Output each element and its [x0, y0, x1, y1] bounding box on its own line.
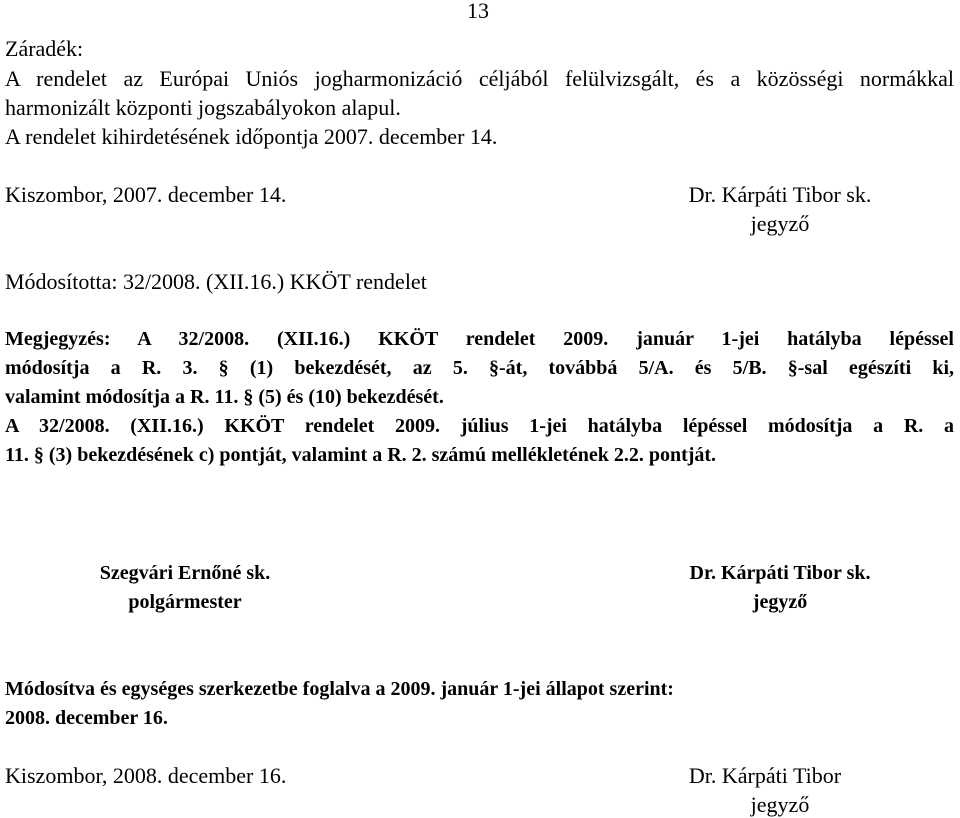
note-line-4: A 32/2008. (XII.16.) KKÖT rendelet 2009. július 1-jei hatályba lépéssel módosítja a R. a	[5, 415, 954, 437]
signature3-role: jegyző	[750, 792, 810, 817]
clause-line-3: A rendelet kihirdetésének időpontja 2007. december 14.	[5, 124, 498, 149]
consolidated-line-2: 2008. december 16.	[5, 707, 168, 729]
amended-by: Módosította: 32/2008. (XII.16.) KKÖT rendelet	[5, 269, 427, 294]
mayor-role: polgármester	[128, 591, 242, 613]
signature1-role: jegyző	[750, 211, 810, 236]
note-line-2: módosítja a R. 3. § (1) bekezdését, az 5. §-át, továbbá 5/A. és 5/B. §-sal egészíti ki,	[5, 357, 954, 379]
signature1-name: Dr. Kárpáti Tibor sk.	[688, 182, 872, 207]
page-number: 13	[467, 0, 489, 23]
note-line-1: Megjegyzés: A 32/2008. (XII.16.) KKÖT rendelet 2009. január 1-jei hatályba lépéssel	[5, 328, 954, 350]
clause-heading: Záradék:	[5, 36, 84, 61]
notary-role: jegyző	[752, 591, 808, 613]
signature1-place-date: Kiszombor, 2007. december 14.	[5, 182, 287, 207]
consolidated-line-1: Módosítva és egységes szerkezetbe foglalva a 2009. január 1-jei állapot szerint:	[5, 678, 674, 700]
clause-line-2: harmonizált központi jogszabályokon alapul.	[5, 95, 401, 120]
note-line-5: 11. § (3) bekezdésének c) pontját, valamint a R. 2. számú mellékletének 2.2. pontját.	[5, 444, 717, 466]
mayor-name: Szegvári Ernőné sk.	[99, 562, 271, 584]
signature3-name: Dr. Kárpáti Tibor	[688, 763, 842, 788]
note-line-3: valamint módosítja a R. 11. § (5) és (10) bekezdését.	[5, 386, 444, 408]
clause-line-1: A rendelet az Európai Uniós jogharmonizáció céljából felülvizsgált, és a közösségi normákkal	[5, 66, 954, 91]
signature3-place-date: Kiszombor, 2008. december 16.	[5, 763, 287, 788]
notary-name: Dr. Kárpáti Tibor sk.	[689, 562, 871, 584]
